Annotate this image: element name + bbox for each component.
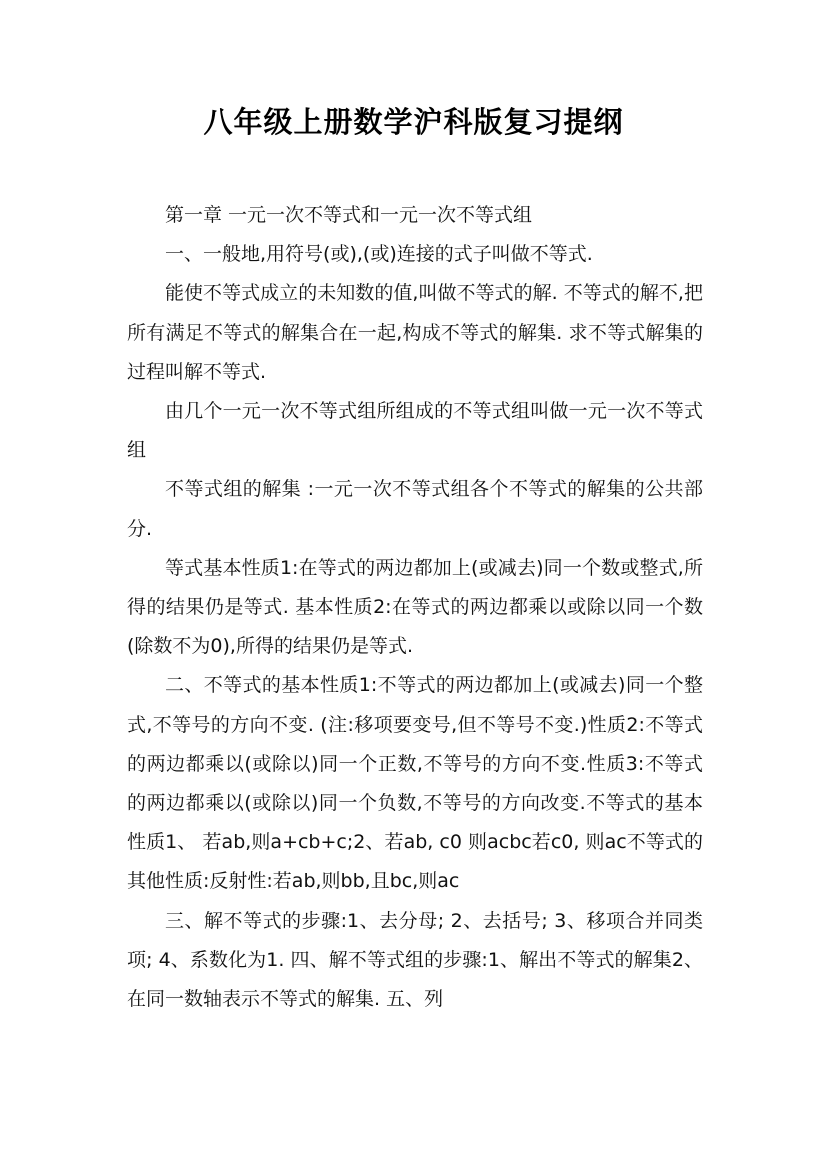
document-title: 八年级上册数学沪科版复习提纲: [203, 105, 624, 139]
paragraph-inequality-system: 由几个一元一次不等式组所组成的不等式组叫做一元一次不等式组: [127, 400, 703, 462]
paragraph-system-solution-set: 不等式组的解集 :一元一次不等式组各个不等式的解集的公共部分.: [127, 478, 703, 540]
paragraph-inequality-definition: 一、一般地,用符号(或),(或)连接的式子叫做不等式.: [165, 243, 593, 266]
paragraph-solution-set: 能使不等式成立的未知数的值,叫做不等式的解. 不等式的解不,把所有满足不等式的解集合在一起,构成不等式的解集. 求不等式解集的过程叫解不等式.: [127, 282, 703, 383]
paragraph-inequality-properties: 二、不等式的基本性质1:不等式的两边都加上(或减去)同一个整式,不等号的方向不变. (注:移项要变号,但不等号不变.)性质2:不等式的两边都乘以(或除以)同一个正数,不等号的方向不变.性质3:不等式的两边都乘以(或除以)同一个负数,不等号的方向改变.不等式的基本性质1、 若ab,则a+cb+c;2、若ab, c0 则acbc若c0, 则ac不等式的其他性质:反射性:若ab,则bb,且bc,则ac: [127, 674, 703, 893]
document-body: [127, 196, 703, 1019]
paragraph-solving-steps: 三、解不等式的步骤:1、去分母; 2、去括号; 3、移项合并同类项; 4、系数化为1. 四、解不等式组的步骤:1、解出不等式的解集2、在同一数轴表示不等式的解集. 五、列: [127, 909, 703, 1011]
chapter-heading: 第一章 一元一次不等式和一元一次不等式组: [165, 204, 533, 226]
paragraph-equation-properties: 等式基本性质1:在等式的两边都加上(或减去)同一个数或整式,所得的结果仍是等式. 基本性质2:在等式的两边都乘以或除以同一个数(除数不为0),所得的结果仍是等式.: [127, 556, 703, 658]
